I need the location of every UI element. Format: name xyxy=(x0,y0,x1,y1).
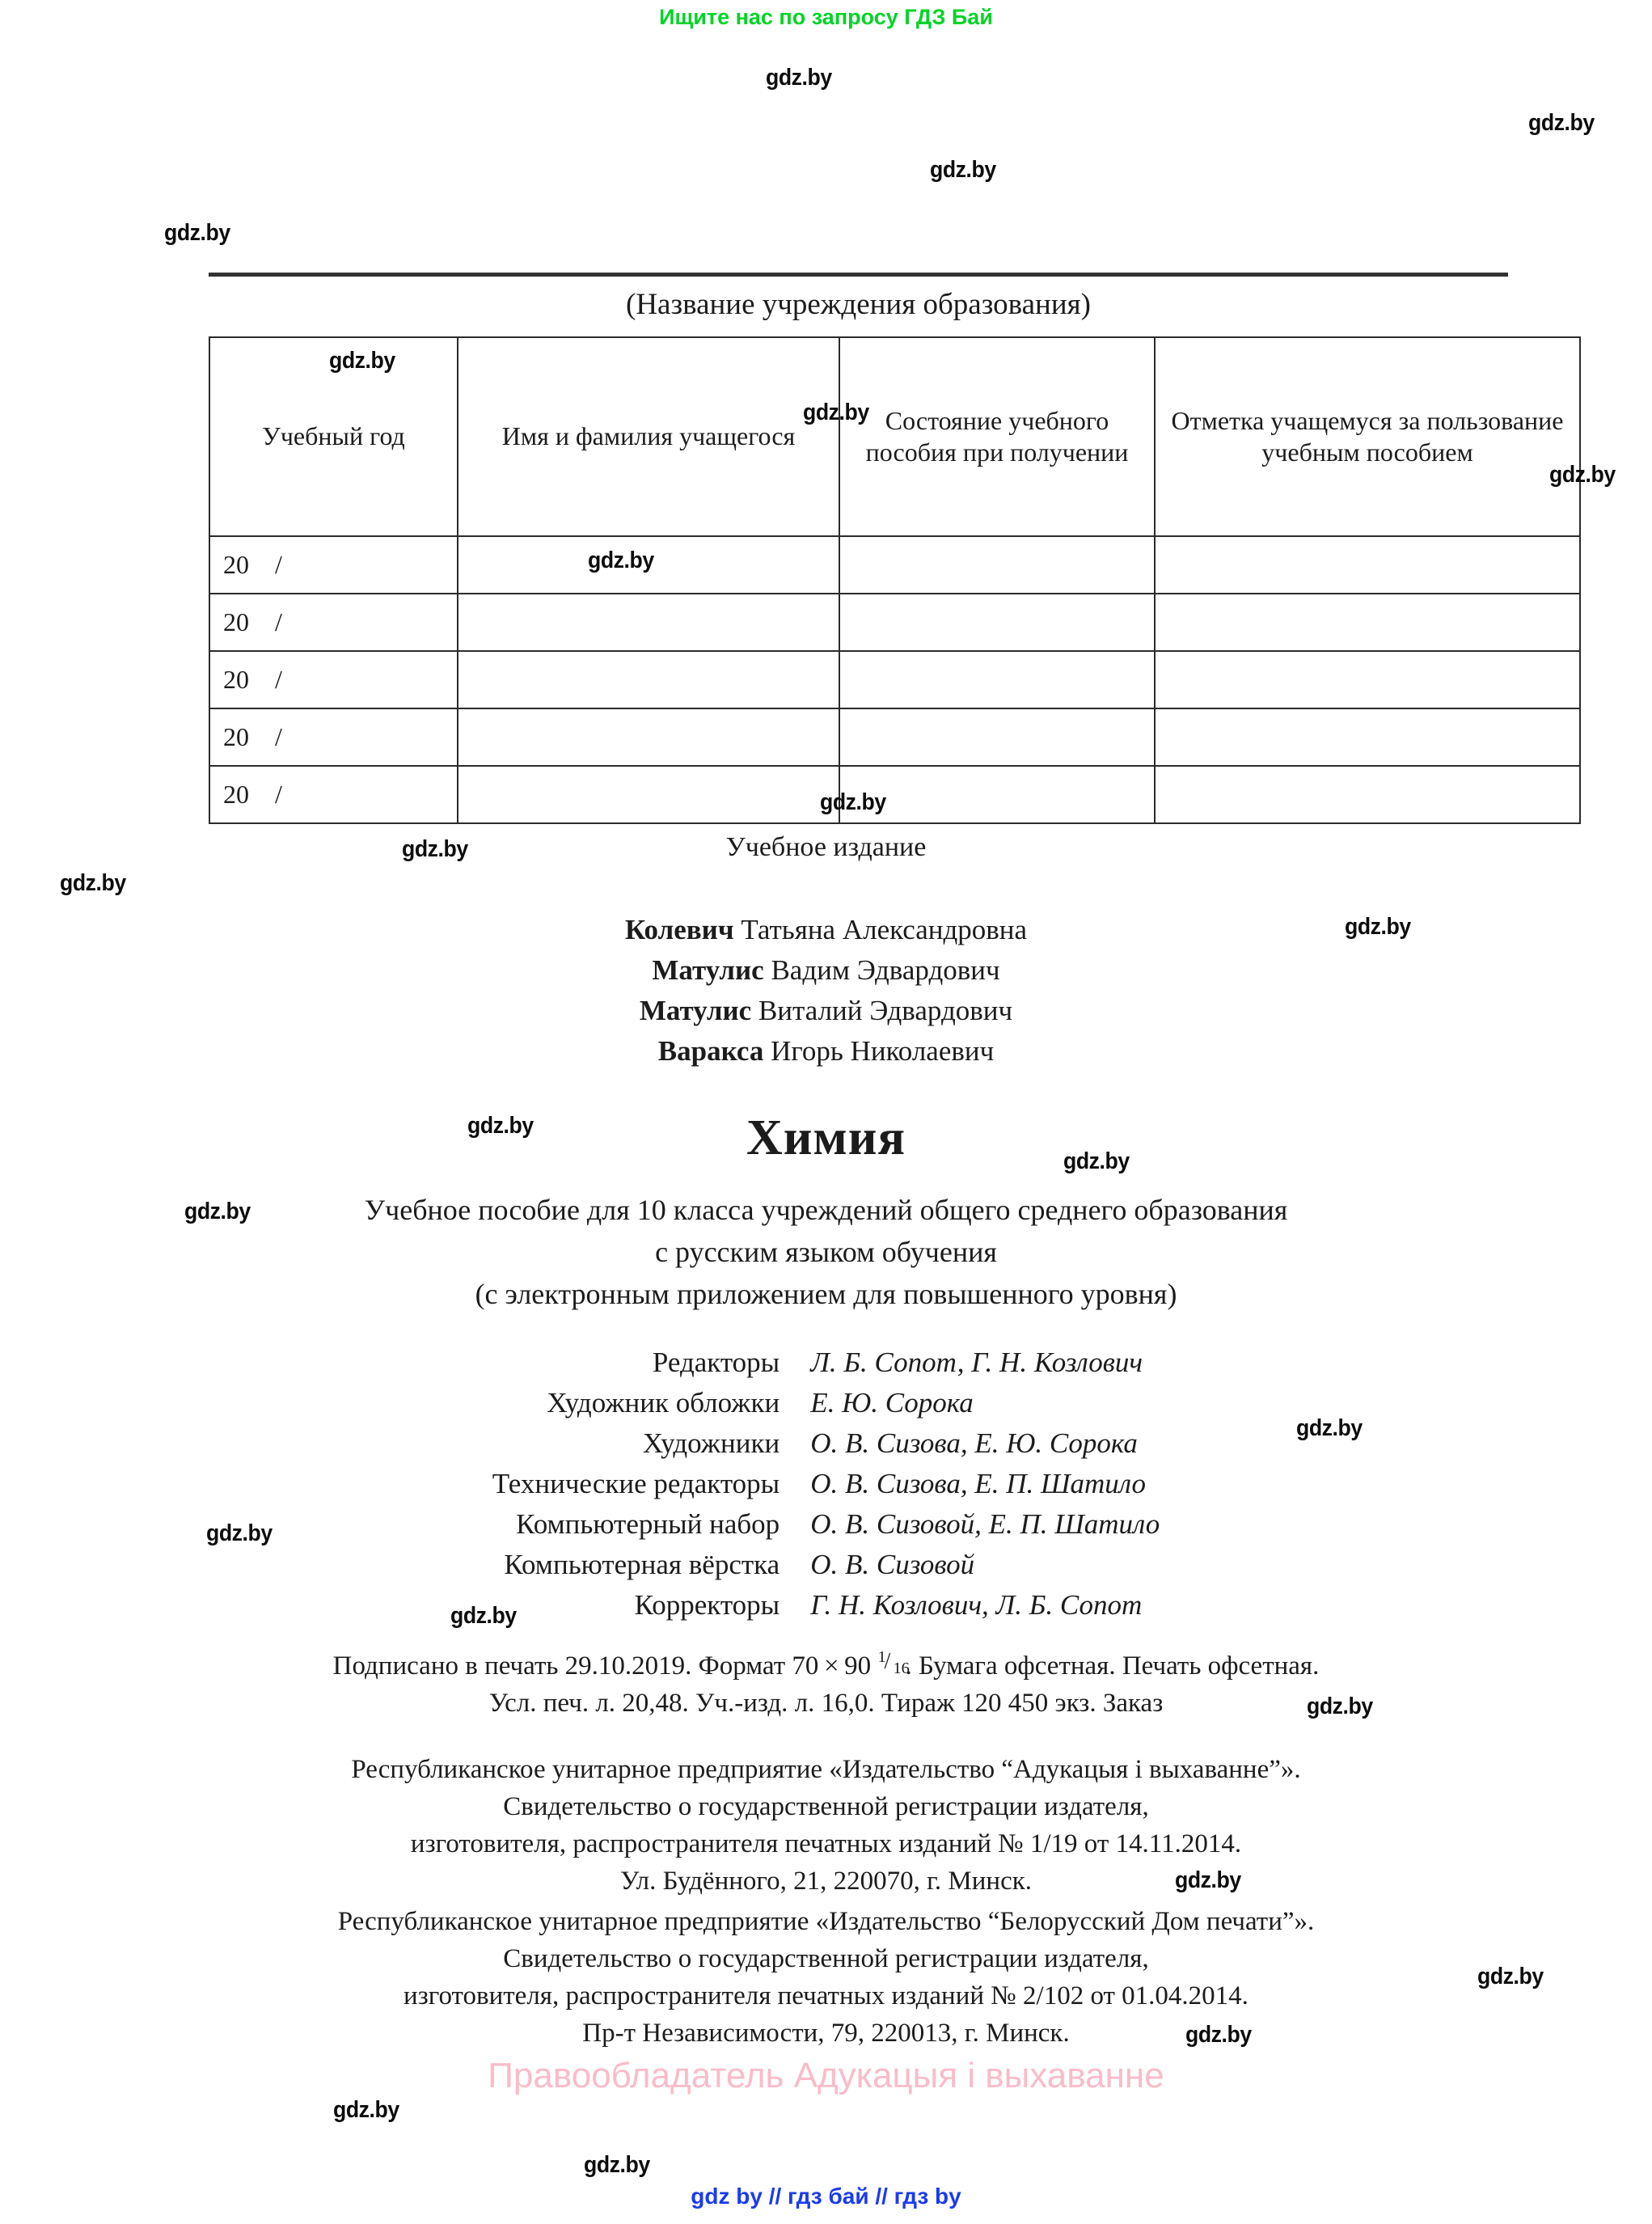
credit-role: Редакторы xyxy=(652,1347,780,1378)
watermark-gdz: gdz.by xyxy=(184,1199,251,1224)
promo-banner: Ищите нас по запросу ГДЗ Бай xyxy=(659,5,993,29)
credit-people: Г. Н. Козлович, Л. Б. Сопот xyxy=(810,1589,1143,1621)
watermark-gdz: gdz.by xyxy=(1063,1148,1130,1174)
table-header-row xyxy=(209,337,1580,536)
cell-year[interactable]: 20 / xyxy=(209,536,458,594)
author-given-name: Игорь Николаевич xyxy=(763,1035,995,1067)
book-title: Химия xyxy=(746,1110,906,1165)
publisher-address: Пр-т Независимости, 79, 220013, г. Минск. xyxy=(582,2019,1070,2048)
author-surname: Матулис xyxy=(639,995,752,1026)
watermark-gdz: gdz.by xyxy=(803,400,869,425)
watermark-gdz: gdz.by xyxy=(164,220,230,246)
cell-condition[interactable] xyxy=(839,594,1155,651)
watermark-gdz: gdz.by xyxy=(1175,1867,1241,1893)
cell-condition[interactable] xyxy=(839,536,1155,594)
table-row xyxy=(209,708,1580,766)
copyright-notice: Правообладатель Адукацыя і выхаванне xyxy=(488,2056,1164,2095)
credit-role: Корректоры xyxy=(634,1589,780,1621)
watermark-gdz: gdz.by xyxy=(1296,1415,1363,1441)
column-header-condition: Состояние учебного пособия при получении xyxy=(839,337,1155,536)
author-entry xyxy=(0,1031,1652,1072)
watermark-gdz: gdz.by xyxy=(1528,110,1595,136)
watermark-gdz: gdz.by xyxy=(329,348,395,374)
column-header-year: Учебный год xyxy=(209,337,458,536)
table-body xyxy=(209,536,1580,823)
site-footer-links[interactable]: gdz by // гдз бай // гдз by xyxy=(691,2184,961,2209)
publisher-registration-number: изготовителя, распространителя печатных изданий № 1/19 от 14.11.2014. xyxy=(410,1829,1242,1858)
cell-mark[interactable] xyxy=(1155,651,1580,708)
author-entry xyxy=(0,950,1652,991)
credits-table xyxy=(492,1342,1160,1626)
cell-mark[interactable] xyxy=(1155,766,1580,823)
credit-row xyxy=(492,1383,1160,1423)
watermark-gdz: gdz.by xyxy=(1345,914,1411,940)
cell-condition[interactable] xyxy=(839,766,1155,823)
author-given-name: Татьяна Александровна xyxy=(733,914,1028,945)
cell-condition[interactable] xyxy=(839,708,1155,766)
imprint-line-2: Усл. печ. л. 20,48. Уч.-изд. л. 16,0. Тираж 120 450 экз. Заказ xyxy=(488,1689,1164,1718)
table-header xyxy=(209,337,1580,536)
watermark-gdz: gdz.by xyxy=(584,2152,650,2178)
publisher-block-1 xyxy=(0,1751,1652,1900)
subtitle-line-3: (с электронным приложением для повышенного уровня) xyxy=(475,1278,1177,1310)
cell-student-name[interactable] xyxy=(458,766,839,823)
cell-year[interactable]: 20 / xyxy=(209,651,458,708)
imprint-paper-type: . Бумага офсетная. Печать офсетная. xyxy=(905,1651,1320,1681)
cell-student-name[interactable] xyxy=(458,708,839,766)
author-given-name: Вадим Эдвардович xyxy=(763,954,1000,986)
author-surname: Матулис xyxy=(652,954,764,986)
imprint-line-1 xyxy=(0,1647,1652,1685)
edition-label: Учебное издание xyxy=(725,832,927,862)
watermark-gdz: gdz.by xyxy=(1307,1693,1373,1719)
credit-row xyxy=(492,1464,1160,1504)
watermark-gdz: gdz.by xyxy=(333,2097,399,2123)
credit-people: О. В. Сизова, Е. Ю. Сорока xyxy=(810,1427,1138,1459)
watermark-gdz: gdz.by xyxy=(450,1603,517,1629)
publisher-block-2 xyxy=(0,1903,1652,2052)
format-fraction xyxy=(877,1647,910,1677)
credit-people: О. В. Сизова, Е. П. Шатило xyxy=(810,1468,1146,1499)
cell-mark[interactable] xyxy=(1155,536,1580,594)
credit-role: Художники xyxy=(642,1427,780,1459)
cell-condition[interactable] xyxy=(839,651,1155,708)
credit-row xyxy=(492,1504,1160,1545)
institution-caption: (Название учреждения образования) xyxy=(626,288,1091,321)
credit-role: Художник обложки xyxy=(547,1387,780,1419)
watermark-gdz: gdz.by xyxy=(402,836,468,862)
table-row xyxy=(209,766,1580,823)
watermark-gdz: gdz.by xyxy=(467,1113,534,1139)
author-entry xyxy=(0,991,1652,1031)
fraction-slash: / xyxy=(884,1648,891,1674)
publisher-certificate: Свидетельство о государственной регистрации издателя, xyxy=(503,1944,1149,1973)
credit-row xyxy=(492,1545,1160,1585)
watermark-gdz: gdz.by xyxy=(206,1520,273,1546)
publisher-name: Республиканское унитарное предприятие «Издательство “Белорусский Дом печати”». xyxy=(337,1907,1315,1936)
credit-role: Компьютерная вёрстка xyxy=(504,1549,780,1580)
subtitle-line-1: Учебное пособие для 10 класса учреждений общего среднего образования xyxy=(364,1194,1288,1226)
cell-year[interactable]: 20 / xyxy=(209,594,458,651)
publisher-certificate: Свидетельство о государственной регистрации издателя, xyxy=(503,1792,1149,1821)
credit-role: Компьютерный набор xyxy=(516,1508,780,1540)
credit-row xyxy=(492,1342,1160,1383)
watermark-gdz: gdz.by xyxy=(820,789,886,815)
credit-row xyxy=(492,1423,1160,1464)
table-row xyxy=(209,594,1580,651)
cell-student-name[interactable] xyxy=(458,594,839,651)
cell-student-name[interactable] xyxy=(458,651,839,708)
book-registration-table xyxy=(209,336,1581,824)
subtitle-line-2: с русским языком обучения xyxy=(655,1236,997,1268)
fraction-denominator: 16 xyxy=(893,1659,910,1677)
cell-year[interactable]: 20 / xyxy=(209,766,458,823)
credit-people: О. В. Сизовой, Е. П. Шатило xyxy=(810,1508,1160,1540)
table-row xyxy=(209,536,1580,594)
author-surname: Колевич xyxy=(624,914,734,945)
author-given-name: Виталий Эдвардович xyxy=(751,995,1013,1026)
watermark-gdz: gdz.by xyxy=(766,65,832,91)
watermark-gdz: gdz.by xyxy=(1477,1964,1544,1989)
column-header-student-name: Имя и фамилия учащегося xyxy=(458,337,839,536)
watermark-gdz: gdz.by xyxy=(1185,2022,1252,2048)
credit-row xyxy=(492,1585,1160,1626)
table-row xyxy=(209,651,1580,708)
fraction-numerator: 1 xyxy=(877,1648,886,1667)
imprint-block xyxy=(0,1647,1652,1722)
watermark-gdz: gdz.by xyxy=(588,548,654,573)
credits-block xyxy=(0,1342,1652,1626)
publisher-name: Республиканское унитарное предприятие «Издательство “Адукацыя і выхаванне”». xyxy=(351,1755,1301,1784)
cell-mark[interactable] xyxy=(1155,594,1580,651)
header-divider xyxy=(209,273,1508,277)
watermark-gdz: gdz.by xyxy=(1549,462,1616,488)
publisher-address: Ул. Будённого, 21, 220070, г. Минск. xyxy=(619,1867,1033,1896)
column-header-mark: Отметка учащемуся за пользование учебным пособием xyxy=(1155,337,1580,536)
imprint-print-date: Подписано в печать 29.10.2019. Формат 70 × 90 xyxy=(332,1651,878,1681)
watermark-gdz: gdz.by xyxy=(930,157,996,183)
credit-people: Е. Ю. Сорока xyxy=(810,1387,974,1419)
credit-people: Л. Б. Сопот, Г. Н. Козлович xyxy=(810,1347,1143,1378)
watermark-gdz: gdz.by xyxy=(60,870,126,896)
author-surname: Варакса xyxy=(657,1035,764,1067)
credit-role: Технические редакторы xyxy=(492,1468,780,1499)
credit-people: О. В. Сизовой xyxy=(810,1549,975,1580)
publisher-registration-number: изготовителя, распространителя печатных изданий № 2/102 от 01.04.2014. xyxy=(403,1981,1249,2010)
cell-mark[interactable] xyxy=(1155,708,1580,766)
cell-year[interactable]: 20 / xyxy=(209,708,458,766)
